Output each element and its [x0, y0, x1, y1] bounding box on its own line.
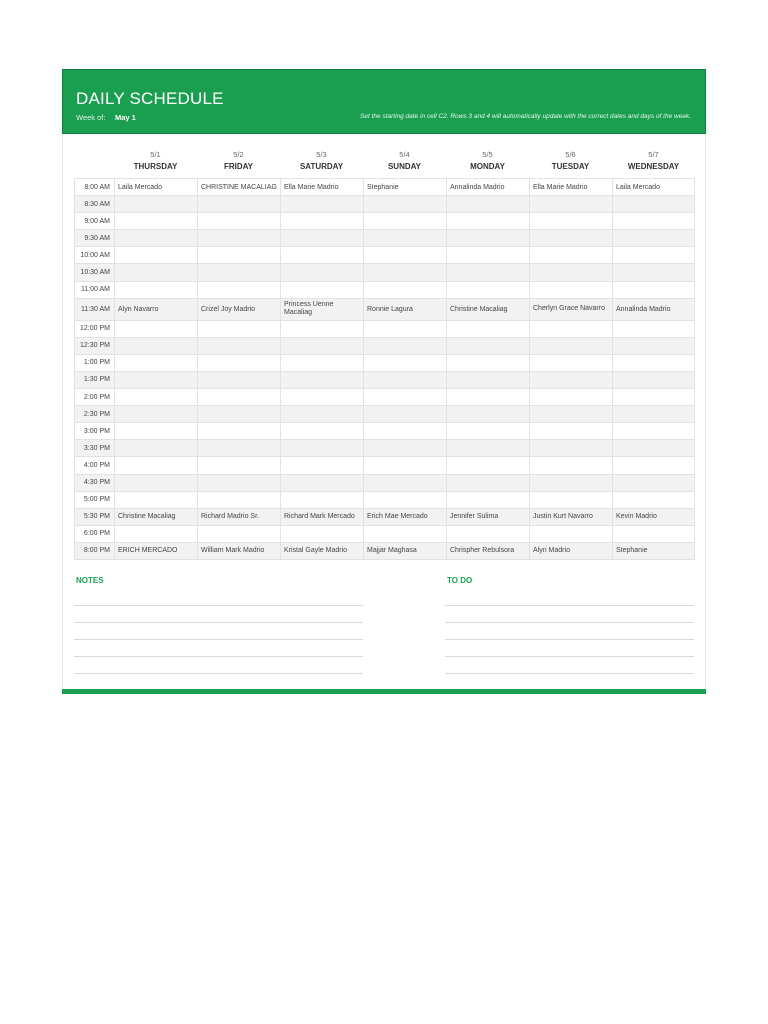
day-name: SATURDAY: [299, 162, 344, 171]
schedule-row: [75, 423, 695, 440]
schedule-cell[interactable]: Alyn Navarro: [115, 298, 198, 320]
schedule-cell[interactable]: [198, 320, 281, 337]
time-cell: 4:00 PM: [75, 457, 115, 474]
schedule-cell[interactable]: [281, 264, 364, 281]
schedule-row: [75, 525, 695, 542]
schedule-cell[interactable]: [281, 389, 364, 406]
schedule-cell[interactable]: Annalinda Madrio: [613, 298, 695, 320]
schedule-cell[interactable]: [447, 337, 530, 354]
day-name: FRIDAY: [223, 162, 254, 171]
schedule-cell[interactable]: [115, 406, 198, 423]
schedule-cell[interactable]: [447, 247, 530, 264]
schedule-cell[interactable]: [447, 264, 530, 281]
schedule-cell[interactable]: [115, 457, 198, 474]
schedule-cell[interactable]: Richard Mark Mercado: [281, 508, 364, 525]
schedule-cell[interactable]: Justin Kurt Navarro: [530, 508, 613, 525]
schedule-row: [75, 389, 695, 406]
schedule-cell[interactable]: [613, 440, 695, 457]
schedule-cell[interactable]: [364, 389, 447, 406]
schedule-cell[interactable]: Jennifer Sulima: [447, 508, 530, 525]
schedule-row: [75, 264, 695, 281]
time-cell: 11:00 AM: [75, 281, 115, 298]
schedule-cell[interactable]: [530, 230, 613, 247]
schedule-cell[interactable]: [115, 230, 198, 247]
schedule-row: [75, 508, 695, 525]
schedule-cell[interactable]: [198, 389, 281, 406]
schedule-cell[interactable]: [613, 354, 695, 371]
notes-line[interactable]: [74, 622, 363, 623]
schedule-cell[interactable]: ERICH MERCADO: [115, 542, 198, 559]
schedule-cell[interactable]: [281, 320, 364, 337]
schedule-row: [75, 247, 695, 264]
schedule-cell[interactable]: [447, 281, 530, 298]
schedule-cell[interactable]: [530, 247, 613, 264]
schedule-row: [75, 354, 695, 371]
schedule-cell[interactable]: [281, 474, 364, 491]
time-cell: 1:30 PM: [75, 371, 115, 388]
schedule-cell[interactable]: [364, 264, 447, 281]
schedule-cell[interactable]: [115, 474, 198, 491]
schedule-cell[interactable]: [613, 337, 695, 354]
day-header: [114, 150, 197, 171]
schedule-cell[interactable]: [613, 525, 695, 542]
schedule-row: [75, 320, 695, 337]
time-cell: 6:00 PM: [75, 525, 115, 542]
time-cell: 8:30 AM: [75, 196, 115, 213]
schedule-cell[interactable]: [115, 525, 198, 542]
schedule-cell[interactable]: [530, 337, 613, 354]
day-date: 5/3: [316, 150, 327, 159]
schedule-row: [75, 337, 695, 354]
day-header: [280, 150, 363, 171]
time-cell: 2:30 PM: [75, 406, 115, 423]
schedule-cell[interactable]: [115, 247, 198, 264]
time-cell: 2:00 PM: [75, 389, 115, 406]
schedule-row: [75, 440, 695, 457]
schedule-cell[interactable]: [281, 525, 364, 542]
schedule-cell[interactable]: [613, 457, 695, 474]
week-of-value[interactable]: May 1: [115, 113, 136, 122]
schedule-cell[interactable]: [115, 281, 198, 298]
day-name: MONDAY: [470, 162, 505, 171]
schedule-row: [75, 196, 695, 213]
time-cell: 5:00 PM: [75, 491, 115, 508]
schedule-cell[interactable]: [281, 406, 364, 423]
schedule-cell[interactable]: [613, 423, 695, 440]
footer-bar: [62, 689, 706, 694]
schedule-cell[interactable]: [115, 440, 198, 457]
schedule-cell[interactable]: [613, 264, 695, 281]
schedule-cell[interactable]: [198, 264, 281, 281]
schedule-cell[interactable]: Cherlyn Grace Navarro: [530, 298, 613, 320]
schedule-cell[interactable]: [364, 320, 447, 337]
schedule-cell[interactable]: [364, 525, 447, 542]
schedule-cell[interactable]: [364, 457, 447, 474]
day-header: [529, 150, 612, 171]
schedule-cell[interactable]: [364, 354, 447, 371]
time-cell: 4:30 PM: [75, 474, 115, 491]
schedule-cell[interactable]: [530, 525, 613, 542]
schedule-cell[interactable]: [364, 423, 447, 440]
schedule-cell[interactable]: Majjar Maghasa: [364, 542, 447, 559]
schedule-cell[interactable]: [530, 406, 613, 423]
schedule-cell[interactable]: [364, 406, 447, 423]
schedule-cell[interactable]: [530, 213, 613, 230]
day-name: SUNDAY: [387, 162, 422, 171]
schedule-cell[interactable]: [198, 213, 281, 230]
schedule-cell[interactable]: [281, 371, 364, 388]
schedule-row: [75, 298, 695, 320]
schedule-cell[interactable]: [281, 230, 364, 247]
schedule-cell[interactable]: [364, 196, 447, 213]
schedule-cell[interactable]: [613, 320, 695, 337]
time-cell: 12:30 PM: [75, 337, 115, 354]
schedule-cell[interactable]: [530, 440, 613, 457]
day-header: [363, 150, 446, 171]
schedule-cell[interactable]: Ronnie Lagura: [364, 298, 447, 320]
schedule-row: [75, 213, 695, 230]
time-cell: 9:30 AM: [75, 230, 115, 247]
notes-label: NOTES: [76, 576, 104, 585]
schedule-cell[interactable]: Laila Mercado: [115, 179, 198, 196]
schedule-cell[interactable]: [447, 230, 530, 247]
week-of-label: Week of:: [76, 113, 106, 122]
time-cell: 12:00 PM: [75, 320, 115, 337]
schedule-cell[interactable]: Ella Marie Madrio: [530, 179, 613, 196]
schedule-cell[interactable]: [530, 423, 613, 440]
schedule-cell[interactable]: Richard Madrio Sr.: [198, 508, 281, 525]
todo-line[interactable]: [445, 639, 694, 640]
schedule-cell[interactable]: Erich Mae Mercado: [364, 508, 447, 525]
schedule-cell[interactable]: [364, 474, 447, 491]
schedule-row: [75, 542, 695, 559]
schedule-cell[interactable]: [530, 354, 613, 371]
schedule-cell[interactable]: [613, 474, 695, 491]
schedule-cell[interactable]: [447, 423, 530, 440]
time-cell: 8:00 PM: [75, 542, 115, 559]
schedule-cell[interactable]: [613, 371, 695, 388]
schedule-cell[interactable]: [281, 196, 364, 213]
schedule-cell[interactable]: [364, 440, 447, 457]
notes-line[interactable]: [74, 656, 363, 657]
schedule-cell[interactable]: [530, 474, 613, 491]
schedule-cell[interactable]: Ella Marie Madrio: [281, 179, 364, 196]
schedule-table: [74, 178, 695, 560]
todo-line[interactable]: [445, 656, 694, 657]
schedule-cell[interactable]: [198, 281, 281, 298]
schedule-cell[interactable]: [530, 457, 613, 474]
schedule-cell[interactable]: Stephanie: [364, 179, 447, 196]
schedule-cell[interactable]: [198, 406, 281, 423]
schedule-cell[interactable]: [281, 354, 364, 371]
schedule-cell[interactable]: [364, 247, 447, 264]
schedule-cell[interactable]: [447, 491, 530, 508]
schedule-cell[interactable]: [447, 320, 530, 337]
schedule-cell[interactable]: [364, 281, 447, 298]
schedule-cell[interactable]: Crizel Joy Madrio: [198, 298, 281, 320]
schedule-cell[interactable]: [447, 457, 530, 474]
day-date: 5/6: [565, 150, 576, 159]
schedule-cell[interactable]: [281, 247, 364, 264]
day-header: [197, 150, 280, 171]
day-date: 5/7: [648, 150, 659, 159]
schedule-cell[interactable]: [198, 337, 281, 354]
day-header: [446, 150, 529, 171]
schedule-cell[interactable]: [613, 491, 695, 508]
schedule-cell[interactable]: [613, 196, 695, 213]
instruction-note: Set the starting date in cell C2. Rows 3 and 4 will automatically update with the correct dates and days of the week.: [360, 113, 691, 120]
schedule-cell[interactable]: [530, 281, 613, 298]
schedule-cell[interactable]: Laila Mercado: [613, 179, 695, 196]
schedule-cell[interactable]: [613, 389, 695, 406]
page-title: DAILY SCHEDULE: [76, 89, 224, 108]
schedule-cell[interactable]: [198, 474, 281, 491]
notes-line[interactable]: [74, 673, 363, 674]
schedule-cell[interactable]: [281, 423, 364, 440]
schedule-row: [75, 230, 695, 247]
schedule-cell[interactable]: Kristal Gayle Madrio: [281, 542, 364, 559]
schedule-cell[interactable]: [198, 196, 281, 213]
schedule-cell[interactable]: [447, 474, 530, 491]
schedule-cell[interactable]: [115, 491, 198, 508]
day-header: [612, 150, 695, 171]
time-cell: 10:00 AM: [75, 247, 115, 264]
schedule-cell[interactable]: [613, 281, 695, 298]
schedule-cell[interactable]: [613, 213, 695, 230]
schedule-cell[interactable]: [281, 457, 364, 474]
schedule-row: [75, 179, 695, 196]
schedule-cell[interactable]: [281, 213, 364, 230]
schedule-cell[interactable]: [613, 230, 695, 247]
schedule-cell[interactable]: [530, 491, 613, 508]
schedule-cell[interactable]: Annalinda Madrio: [447, 179, 530, 196]
schedule-cell[interactable]: [115, 264, 198, 281]
schedule-cell[interactable]: [198, 457, 281, 474]
time-cell: 3:30 PM: [75, 440, 115, 457]
schedule-row: [75, 371, 695, 388]
schedule-cell[interactable]: Chrispher Rebulsora: [447, 542, 530, 559]
todo-line[interactable]: [445, 605, 694, 606]
schedule-cell[interactable]: [364, 230, 447, 247]
schedule-row: [75, 457, 695, 474]
schedule-cell[interactable]: Stephanie: [613, 542, 695, 559]
schedule-cell[interactable]: [613, 247, 695, 264]
schedule-row: [75, 474, 695, 491]
time-cell: 1:00 PM: [75, 354, 115, 371]
schedule-cell[interactable]: [198, 440, 281, 457]
schedule-cell[interactable]: [281, 337, 364, 354]
schedule-cell[interactable]: [115, 371, 198, 388]
schedule-row: [75, 281, 695, 298]
time-cell: 5:30 PM: [75, 508, 115, 525]
header-banner: [62, 69, 706, 134]
time-cell: 11:30 AM: [75, 298, 115, 320]
schedule-cell[interactable]: [198, 247, 281, 264]
todo-line[interactable]: [445, 673, 694, 674]
time-cell: 9:00 AM: [75, 213, 115, 230]
schedule-cell[interactable]: Alyn Madrio: [530, 542, 613, 559]
schedule-cell[interactable]: [198, 423, 281, 440]
schedule-cell[interactable]: [613, 406, 695, 423]
schedule-cell[interactable]: CHRISTINE MACALIAG: [198, 179, 281, 196]
schedule-cell[interactable]: [530, 320, 613, 337]
schedule-cell[interactable]: [447, 354, 530, 371]
schedule-cell[interactable]: [447, 440, 530, 457]
schedule-cell[interactable]: [364, 371, 447, 388]
schedule-cell[interactable]: [530, 196, 613, 213]
day-date: 5/5: [482, 150, 493, 159]
schedule-cell[interactable]: [198, 525, 281, 542]
schedule-cell[interactable]: [115, 354, 198, 371]
schedule-cell[interactable]: [115, 196, 198, 213]
schedule-cell[interactable]: [281, 281, 364, 298]
schedule-cell[interactable]: [530, 389, 613, 406]
schedule-cell[interactable]: [447, 406, 530, 423]
todo-line[interactable]: [445, 622, 694, 623]
schedule-cell[interactable]: William Mark Madrio: [198, 542, 281, 559]
schedule-cell[interactable]: [198, 230, 281, 247]
schedule-cell[interactable]: [115, 213, 198, 230]
schedule-cell[interactable]: Christine Macaliag: [115, 508, 198, 525]
schedule-cell[interactable]: [447, 371, 530, 388]
schedule-cell[interactable]: [115, 320, 198, 337]
day-date: 5/1: [150, 150, 161, 159]
day-name: THURSDAY: [133, 162, 178, 171]
schedule-cell[interactable]: [198, 354, 281, 371]
schedule-cell[interactable]: [530, 371, 613, 388]
schedule-cell[interactable]: Christine Macaliag: [447, 298, 530, 320]
time-cell: 3:00 PM: [75, 423, 115, 440]
schedule-cell[interactable]: [447, 213, 530, 230]
schedule-cell[interactable]: [530, 264, 613, 281]
day-name: WEDNESDAY: [627, 162, 680, 171]
day-date: 5/4: [399, 150, 410, 159]
schedule-cell[interactable]: [447, 389, 530, 406]
schedule-cell[interactable]: [364, 213, 447, 230]
schedule-cell[interactable]: Princess Uenne Macaliag: [281, 298, 364, 320]
notes-line[interactable]: [74, 605, 363, 606]
schedule-cell[interactable]: [447, 196, 530, 213]
notes-line[interactable]: [74, 639, 363, 640]
schedule-cell[interactable]: [281, 491, 364, 508]
day-date: 5/2: [233, 150, 244, 159]
schedule-cell[interactable]: [281, 440, 364, 457]
schedule-cell[interactable]: Kevin Madrio: [613, 508, 695, 525]
schedule-cell[interactable]: [364, 337, 447, 354]
schedule-row: [75, 406, 695, 423]
schedule-cell[interactable]: [447, 525, 530, 542]
schedule-cell[interactable]: [364, 491, 447, 508]
time-cell: 8:00 AM: [75, 179, 115, 196]
schedule-cell[interactable]: [115, 337, 198, 354]
day-name: TUESDAY: [551, 162, 590, 171]
schedule-cell[interactable]: [198, 371, 281, 388]
todo-label: TO DO: [447, 576, 473, 585]
schedule-cell[interactable]: [115, 389, 198, 406]
schedule-cell[interactable]: [115, 423, 198, 440]
time-cell: 10:30 AM: [75, 264, 115, 281]
schedule-cell[interactable]: [198, 491, 281, 508]
schedule-row: [75, 491, 695, 508]
